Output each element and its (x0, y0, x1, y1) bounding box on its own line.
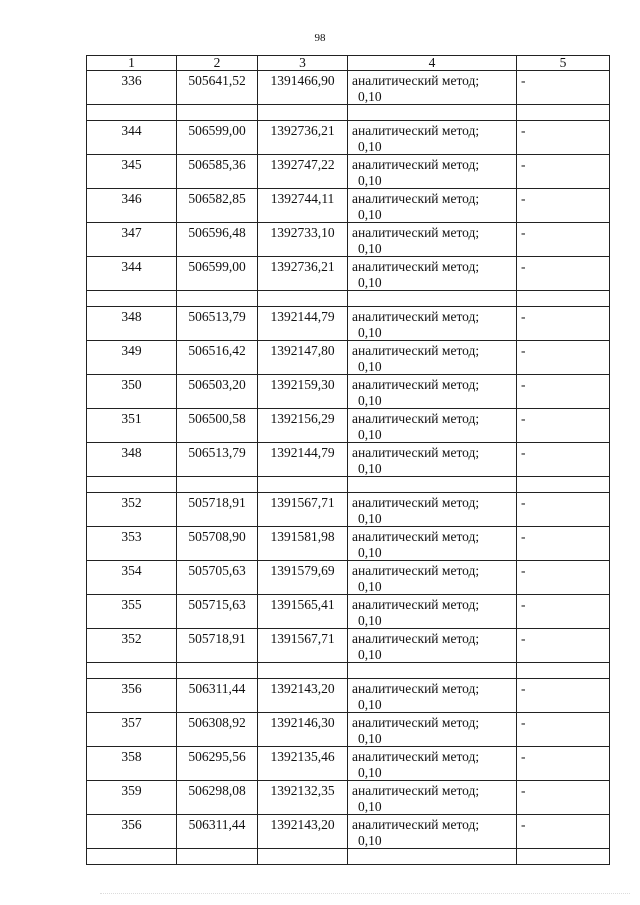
point-number-cell: 347 (87, 223, 177, 257)
x-coordinate-cell: 506295,56 (177, 747, 258, 781)
note-cell: - (517, 595, 610, 629)
method-name: аналитический метод; (352, 529, 480, 544)
y-coordinate-cell: 1392736,21 (258, 257, 348, 291)
empty-cell (517, 105, 610, 121)
empty-cell (348, 105, 517, 121)
empty-cell (517, 663, 610, 679)
empty-cell (348, 663, 517, 679)
method-cell (348, 679, 517, 713)
method-name: аналитический метод; (352, 225, 480, 240)
point-number-cell: 336 (87, 71, 177, 105)
table-row (87, 679, 610, 713)
method-accuracy: 0,10 (358, 138, 382, 154)
note-cell: - (517, 257, 610, 291)
y-coordinate-cell: 1391466,90 (258, 71, 348, 105)
method-cell (348, 223, 517, 257)
note-cell: - (517, 189, 610, 223)
note-cell: - (517, 493, 610, 527)
method-name: аналитический метод; (352, 157, 480, 172)
table-row (87, 71, 610, 105)
x-coordinate-cell: 506311,44 (177, 815, 258, 849)
method-accuracy: 0,10 (358, 510, 382, 526)
table-row (87, 595, 610, 629)
x-coordinate-cell: 506596,48 (177, 223, 258, 257)
method-accuracy: 0,10 (358, 798, 382, 814)
x-coordinate-cell: 506599,00 (177, 121, 258, 155)
y-coordinate-cell: 1391567,71 (258, 493, 348, 527)
table-spacer-row (87, 477, 610, 493)
note-cell: - (517, 155, 610, 189)
empty-cell (177, 291, 258, 307)
y-coordinate-cell: 1391581,98 (258, 527, 348, 561)
y-coordinate-cell: 1392744,11 (258, 189, 348, 223)
column-header: 4 (348, 56, 517, 71)
method-cell (348, 629, 517, 663)
point-number-cell: 348 (87, 307, 177, 341)
table-row (87, 561, 610, 595)
column-header: 1 (87, 56, 177, 71)
method-accuracy: 0,10 (358, 612, 382, 628)
method-cell (348, 121, 517, 155)
table-row (87, 189, 610, 223)
y-coordinate-cell: 1392135,46 (258, 747, 348, 781)
note-cell: - (517, 781, 610, 815)
x-coordinate-cell: 505708,90 (177, 527, 258, 561)
x-coordinate-cell: 506582,85 (177, 189, 258, 223)
table-row (87, 257, 610, 291)
x-coordinate-cell: 506500,58 (177, 409, 258, 443)
empty-cell (258, 291, 348, 307)
point-number-cell: 351 (87, 409, 177, 443)
empty-cell (258, 849, 348, 865)
column-header: 3 (258, 56, 348, 71)
method-name: аналитический метод; (352, 783, 480, 798)
method-accuracy: 0,10 (358, 460, 382, 476)
y-coordinate-cell: 1391567,71 (258, 629, 348, 663)
point-number-cell: 356 (87, 679, 177, 713)
table-spacer-row (87, 105, 610, 121)
empty-cell (517, 291, 610, 307)
table-row (87, 121, 610, 155)
note-cell: - (517, 121, 610, 155)
table-row (87, 493, 610, 527)
column-header: 2 (177, 56, 258, 71)
method-name: аналитический метод; (352, 259, 480, 274)
method-cell (348, 257, 517, 291)
x-coordinate-cell: 505718,91 (177, 493, 258, 527)
table-row (87, 223, 610, 257)
method-accuracy: 0,10 (358, 696, 382, 712)
method-cell (348, 341, 517, 375)
method-cell (348, 409, 517, 443)
y-coordinate-cell: 1392144,79 (258, 307, 348, 341)
method-name: аналитический метод; (352, 309, 480, 324)
note-cell: - (517, 409, 610, 443)
table-spacer-row (87, 291, 610, 307)
empty-cell (87, 663, 177, 679)
y-coordinate-cell: 1392147,80 (258, 341, 348, 375)
empty-cell (517, 849, 610, 865)
table-row (87, 527, 610, 561)
method-name: аналитический метод; (352, 715, 480, 730)
method-accuracy: 0,10 (358, 88, 382, 104)
point-number-cell: 358 (87, 747, 177, 781)
method-accuracy: 0,10 (358, 730, 382, 746)
x-coordinate-cell: 506516,42 (177, 341, 258, 375)
x-coordinate-cell: 506599,00 (177, 257, 258, 291)
point-number-cell: 344 (87, 257, 177, 291)
point-number-cell: 353 (87, 527, 177, 561)
table-row (87, 815, 610, 849)
empty-cell (87, 291, 177, 307)
y-coordinate-cell: 1392733,10 (258, 223, 348, 257)
empty-cell (348, 291, 517, 307)
method-cell (348, 713, 517, 747)
point-number-cell: 356 (87, 815, 177, 849)
method-cell (348, 493, 517, 527)
point-number-cell: 357 (87, 713, 177, 747)
y-coordinate-cell: 1392159,30 (258, 375, 348, 409)
empty-cell (258, 477, 348, 493)
method-name: аналитический метод; (352, 681, 480, 696)
method-cell (348, 189, 517, 223)
method-cell (348, 443, 517, 477)
method-accuracy: 0,10 (358, 578, 382, 594)
method-name: аналитический метод; (352, 495, 480, 510)
note-cell: - (517, 629, 610, 663)
method-name: аналитический метод; (352, 597, 480, 612)
method-accuracy: 0,10 (358, 426, 382, 442)
method-name: аналитический метод; (352, 817, 480, 832)
note-cell: - (517, 815, 610, 849)
method-accuracy: 0,10 (358, 544, 382, 560)
method-cell (348, 747, 517, 781)
method-accuracy: 0,10 (358, 324, 382, 340)
point-number-cell: 345 (87, 155, 177, 189)
note-cell: - (517, 679, 610, 713)
note-cell: - (517, 307, 610, 341)
method-name: аналитический метод; (352, 73, 480, 88)
point-number-cell: 352 (87, 629, 177, 663)
x-coordinate-cell: 506513,79 (177, 443, 258, 477)
note-cell: - (517, 713, 610, 747)
y-coordinate-cell: 1392143,20 (258, 679, 348, 713)
empty-cell (258, 105, 348, 121)
point-number-cell: 348 (87, 443, 177, 477)
point-number-cell: 355 (87, 595, 177, 629)
y-coordinate-cell: 1391579,69 (258, 561, 348, 595)
point-number-cell: 344 (87, 121, 177, 155)
method-cell (348, 527, 517, 561)
y-coordinate-cell: 1392132,35 (258, 781, 348, 815)
method-cell (348, 155, 517, 189)
method-cell (348, 71, 517, 105)
table-row (87, 629, 610, 663)
method-name: аналитический метод; (352, 191, 480, 206)
table-row (87, 155, 610, 189)
note-cell: - (517, 223, 610, 257)
x-coordinate-cell: 505705,63 (177, 561, 258, 595)
note-cell: - (517, 561, 610, 595)
note-cell: - (517, 747, 610, 781)
x-coordinate-cell: 506513,79 (177, 307, 258, 341)
method-cell (348, 781, 517, 815)
method-accuracy: 0,10 (358, 392, 382, 408)
table-spacer-row (87, 663, 610, 679)
x-coordinate-cell: 506503,20 (177, 375, 258, 409)
y-coordinate-cell: 1392146,30 (258, 713, 348, 747)
note-cell: - (517, 443, 610, 477)
method-accuracy: 0,10 (358, 832, 382, 848)
table-row (87, 781, 610, 815)
empty-cell (177, 663, 258, 679)
empty-cell (517, 477, 610, 493)
point-number-cell: 349 (87, 341, 177, 375)
method-accuracy: 0,10 (358, 206, 382, 222)
note-cell: - (517, 527, 610, 561)
method-name: аналитический метод; (352, 343, 480, 358)
empty-cell (177, 105, 258, 121)
y-coordinate-cell: 1392156,29 (258, 409, 348, 443)
empty-cell (177, 477, 258, 493)
y-coordinate-cell: 1392747,22 (258, 155, 348, 189)
table-row (87, 747, 610, 781)
empty-cell (258, 663, 348, 679)
method-name: аналитический метод; (352, 749, 480, 764)
x-coordinate-cell: 505641,52 (177, 71, 258, 105)
method-accuracy: 0,10 (358, 240, 382, 256)
empty-cell (348, 477, 517, 493)
empty-cell (348, 849, 517, 865)
method-accuracy: 0,10 (358, 764, 382, 780)
note-cell: - (517, 375, 610, 409)
y-coordinate-cell: 1391565,41 (258, 595, 348, 629)
empty-cell (87, 477, 177, 493)
column-header: 5 (517, 56, 610, 71)
method-name: аналитический метод; (352, 631, 480, 646)
table-spacer-row (87, 849, 610, 865)
table-row (87, 713, 610, 747)
point-number-cell: 350 (87, 375, 177, 409)
method-accuracy: 0,10 (358, 172, 382, 188)
scan-artifact (100, 893, 630, 900)
table-header-row (87, 56, 610, 71)
method-cell (348, 595, 517, 629)
table-row (87, 375, 610, 409)
table-row (87, 409, 610, 443)
note-cell: - (517, 341, 610, 375)
note-cell: - (517, 71, 610, 105)
empty-cell (87, 849, 177, 865)
method-accuracy: 0,10 (358, 274, 382, 290)
table-row (87, 341, 610, 375)
x-coordinate-cell: 506585,36 (177, 155, 258, 189)
y-coordinate-cell: 1392736,21 (258, 121, 348, 155)
point-number-cell: 346 (87, 189, 177, 223)
method-cell (348, 375, 517, 409)
x-coordinate-cell: 505718,91 (177, 629, 258, 663)
y-coordinate-cell: 1392143,20 (258, 815, 348, 849)
table-row (87, 443, 610, 477)
method-name: аналитический метод; (352, 411, 480, 426)
coordinates-table (86, 55, 610, 865)
method-cell (348, 815, 517, 849)
y-coordinate-cell: 1392144,79 (258, 443, 348, 477)
point-number-cell: 352 (87, 493, 177, 527)
method-cell (348, 561, 517, 595)
method-name: аналитический метод; (352, 377, 480, 392)
method-accuracy: 0,10 (358, 358, 382, 374)
empty-cell (177, 849, 258, 865)
table-row (87, 307, 610, 341)
method-cell (348, 307, 517, 341)
method-name: аналитический метод; (352, 445, 480, 460)
x-coordinate-cell: 506308,92 (177, 713, 258, 747)
page-number: 98 (314, 32, 326, 44)
x-coordinate-cell: 506298,08 (177, 781, 258, 815)
method-accuracy: 0,10 (358, 646, 382, 662)
x-coordinate-cell: 506311,44 (177, 679, 258, 713)
point-number-cell: 354 (87, 561, 177, 595)
method-name: аналитический метод; (352, 123, 480, 138)
empty-cell (87, 105, 177, 121)
point-number-cell: 359 (87, 781, 177, 815)
x-coordinate-cell: 505715,63 (177, 595, 258, 629)
method-name: аналитический метод; (352, 563, 480, 578)
